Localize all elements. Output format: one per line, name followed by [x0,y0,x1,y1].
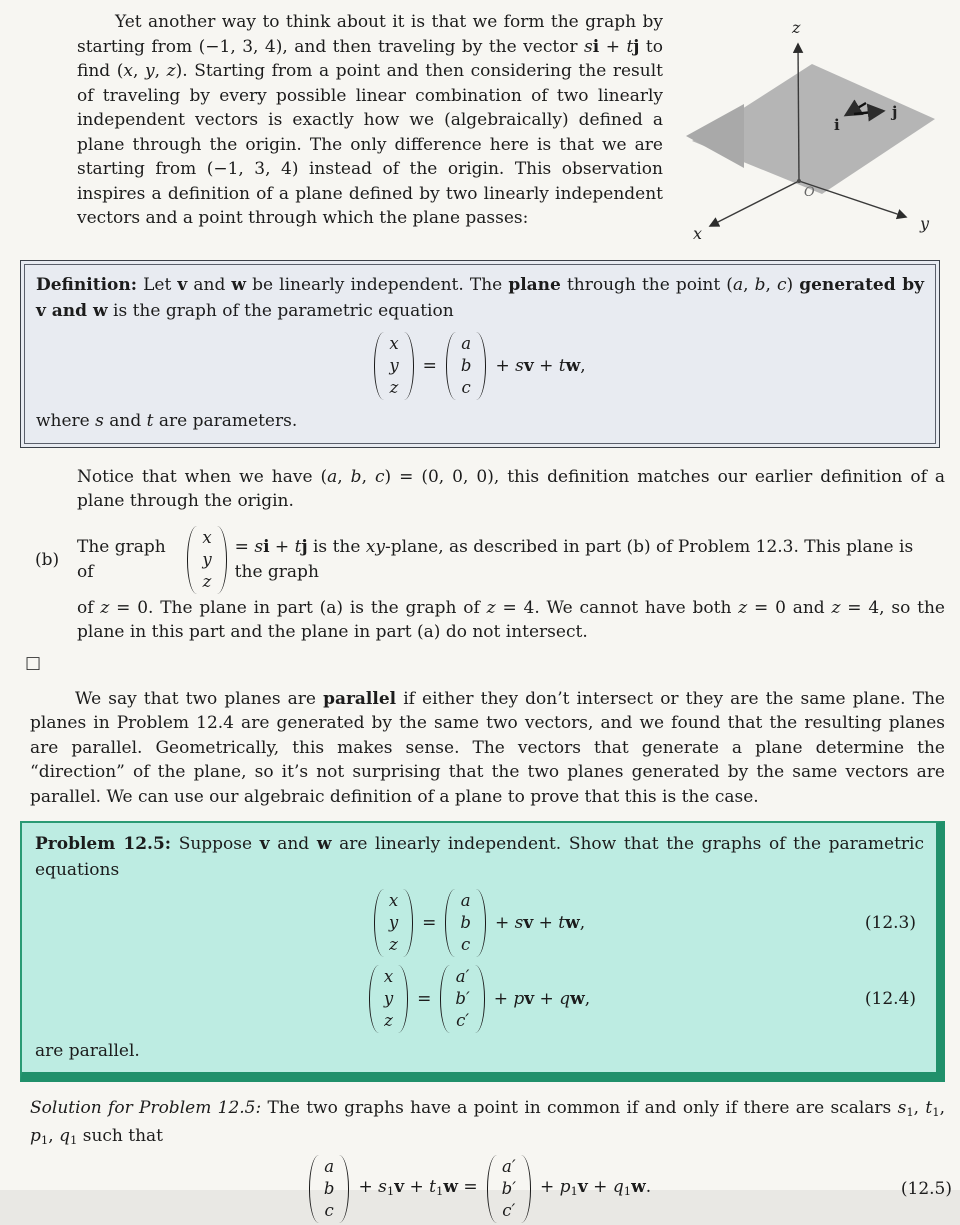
x-axis-label: x [693,224,703,243]
equation-number: (12.4) [864,988,916,1009]
vector-entry: c [461,935,471,954]
vector-entry: z [389,378,399,397]
x-axis [710,181,799,226]
y-axis-label: y [920,214,930,233]
vector-entry: x [202,527,212,547]
part-b-pre-text: The graph of [77,537,166,582]
z-axis [798,44,799,181]
parallel-paragraph: We say that two planes are parallel if either they don’t intersect or they are the same plane. The planes in Problem 12.4 are generated by the same two vectors, and we found that the resulting planes are parallel. Geometrically, this makes sense. The vectors that generate a plane determine the “direction” of the plane, so it’s not surprising that the two planes generated by the same vectors are parallel. We can use our algebraic definition of a plane to prove that this is the case. [30,688,945,807]
left-paren-icon [440,965,451,1033]
vector-entry: a′ [455,967,470,986]
left-paren-icon [374,889,385,957]
left-paren-icon [187,526,198,594]
definition-text: Definition: Let v and w be linearly independent. The plane through the point (a, b, c) generated by v and w is the graph of the parametric equation [36,275,924,321]
left-paren-icon [369,965,380,1033]
left-paren-icon [487,1155,498,1223]
vector-entry: x [388,891,399,910]
vector-entry: b [323,1178,335,1198]
left-paren-icon [446,332,457,400]
right-paren-icon [216,526,227,594]
vector-entry: x [389,334,399,353]
vector-entry: a [324,1156,335,1176]
origin-dot [797,179,801,183]
equation-tail: + sv + tw, [494,912,586,933]
end-of-solution-marker: □ [25,652,42,673]
vector-entry: y [202,549,212,569]
column-vector-abc [445,889,486,957]
problem-12-5-box [20,821,945,1082]
right-paren-icon [475,332,486,400]
right-paren-icon [475,889,486,957]
right-paren-icon [338,1155,349,1223]
equals-sign: = [422,912,437,933]
equation-tail: + sv + tw, [495,355,586,376]
j-vector-label: j [892,103,898,121]
vector-entry: y [388,913,399,932]
definition-footer: where s and t are parameters. [36,411,298,431]
i-vector-label: i [834,116,840,134]
equation-number: (12.3) [864,912,916,933]
part-b-section [35,524,945,645]
right-paren-icon [397,965,408,1033]
equals-sign: = [422,355,437,376]
vector-entry: y [383,989,394,1008]
intro-section [0,0,960,242]
part-b-equation-line [77,524,945,596]
vector-entry: a [460,891,471,910]
column-vector-abc [446,332,487,400]
vector-entry: c′ [502,1200,516,1220]
column-vector-xyz [369,965,408,1033]
column-vector-xyz [374,889,413,957]
column-vector-xyz [374,332,413,400]
right-paren-icon [474,965,485,1033]
right-paren-icon [403,332,414,400]
equation-tail: + p1v + q1w. [539,1176,652,1198]
vector-entry: z [202,571,212,591]
equation-middle: + s1v + t1w = [358,1176,478,1198]
vector-entry: c [461,378,471,397]
part-b-continuation: of z = 0. The plane in part (a) is the graph of z = 4. We cannot have both z = 0 and z = 4, so the plane in this part and the plane in part (a) do not intersect. [77,597,945,642]
left-paren-icon [374,332,385,400]
vector-entry: x [383,967,394,986]
equation-number: (12.5) [900,1178,952,1199]
vector-entry: b′ [455,989,470,1008]
vector-entry: b′ [501,1178,516,1198]
vector-entry: b [460,356,472,375]
vector-entry: b [460,913,471,932]
definition-equation [36,329,924,403]
origin-label: O [804,185,815,200]
left-paren-icon [445,889,456,957]
column-vector-abc [309,1155,350,1223]
solution-intro: Solution for Problem 12.5: The two graphs have a point in common if and only if there are scalars s1, t1, p1, q1 such that [30,1097,946,1148]
problem-footer: are parallel. [35,1041,140,1061]
left-paren-icon [309,1155,320,1223]
vector-entry: y [389,356,399,375]
y-axis [799,181,906,217]
vector-entry: c′ [456,1011,470,1030]
equation-12-3 [35,887,924,959]
vector-entry: a [461,334,472,353]
equals-sign: = [417,988,432,1009]
definition-box [20,260,940,448]
column-vector-xyz [187,526,226,594]
z-axis-label: z [792,18,801,37]
part-b-label: (b) [35,549,60,570]
column-vector-abc-prime [440,965,484,1033]
equation-tail: + pv + qw, [493,988,591,1009]
intro-paragraph: Yet another way to think about it is that we form the graph by starting from (−1, 3, 4), and then traveling by the vector si + tj to find (x, y, z). Starting from a point and then considering the result of traveling by every possible linear combination of two linearly independent vectors is exactly how we (algebraically) defined a plane through the origin. The only difference here is that we are starting from (−1, 3, 4) instead of the origin. This observation inspires a definition of a plane defined by two linearly independent vectors and a point through which the plane passes: [77,12,663,228]
equation-12-5 [0,1153,960,1225]
column-vector-abc-prime [487,1155,531,1223]
right-paren-icon [402,889,413,957]
problem-statement: Problem 12.5: Suppose v and w are linearly independent. Show that the graphs of the parametric equations [35,834,925,880]
right-paren-icon [520,1155,531,1223]
equation-12-4 [35,963,924,1035]
part-b-post-text: = si + tj is the xy-plane, as described in part (b) of Problem 12.3. This plane is the graph [234,537,914,582]
notice-paragraph: Notice that when we have (a, b, c) = (0, 0, 0), this definition matches our earlier definition of a plane through the origin. [77,466,945,511]
vector-entry: a′ [502,1156,516,1176]
vector-entry: z [384,1011,393,1030]
vector-entry: z [389,935,398,954]
vector-entry: c [324,1200,334,1220]
